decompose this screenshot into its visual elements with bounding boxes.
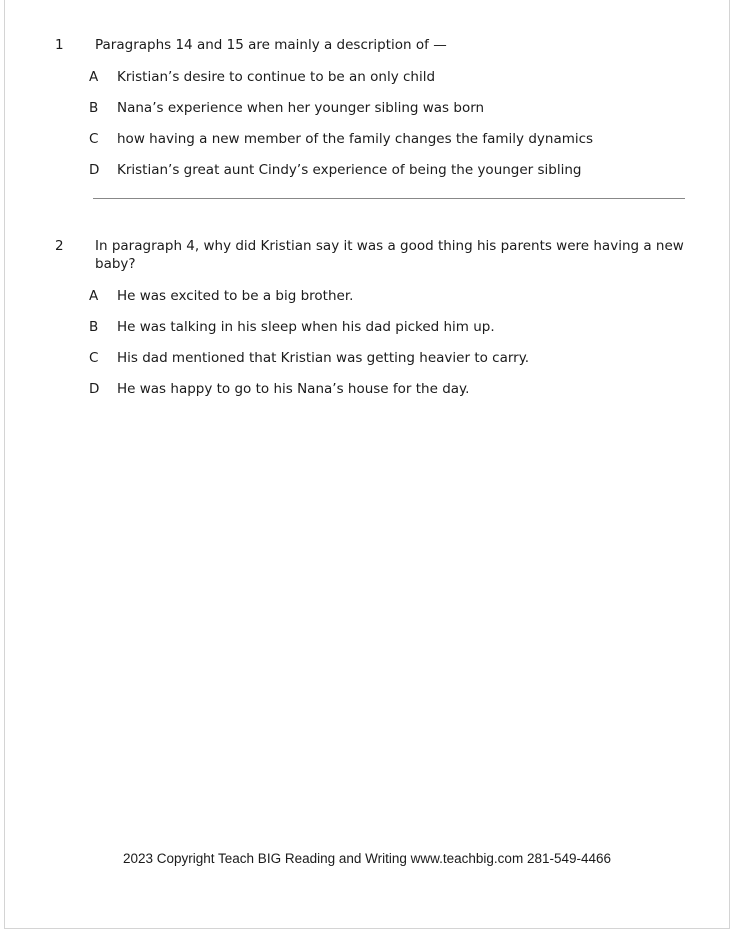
question-2-option-d	[55, 380, 689, 398]
question-1-option-a	[55, 68, 689, 86]
option-letter: C	[89, 350, 99, 366]
question-1-option-c	[55, 130, 689, 148]
question-2-option-b	[55, 318, 689, 336]
question-2-number: 2	[55, 238, 64, 254]
question-1-text: Paragraphs 14 and 15 are mainly a description of —	[95, 37, 447, 53]
option-letter: B	[89, 319, 99, 335]
option-text: how having a new member of the family changes the family dynamics	[117, 131, 594, 147]
option-text: Kristian’s desire to continue to be an only child	[117, 69, 436, 85]
question-1-option-b	[55, 99, 689, 117]
option-letter: D	[89, 381, 100, 397]
option-text: Nana’s experience when her younger sibling was born	[117, 100, 485, 116]
option-letter: C	[89, 131, 99, 147]
option-text: He was happy to go to his Nana’s house for the day.	[117, 381, 470, 397]
question-1-options	[55, 68, 689, 179]
option-letter: A	[89, 288, 99, 304]
option-letter: D	[89, 162, 100, 178]
worksheet-page	[4, 0, 730, 929]
question-1-option-d	[55, 161, 689, 179]
question-2-option-a	[55, 287, 689, 305]
question-2-text: In paragraph 4, why did Kristian say it was a good thing his parents were having a new baby?	[95, 238, 684, 272]
option-text: He was talking in his sleep when his dad picked him up.	[117, 319, 495, 335]
question-1-number: 1	[55, 37, 64, 53]
option-text: He was excited to be a big brother.	[117, 288, 354, 304]
question-divider	[93, 198, 685, 199]
option-letter: A	[89, 69, 99, 85]
copyright-footer: 2023 Copyright Teach BIG Reading and Writing www.teachbig.com 281-549-4466	[122, 851, 612, 866]
question-2-option-c	[55, 349, 689, 367]
option-text: His dad mentioned that Kristian was getting heavier to carry.	[117, 350, 530, 366]
option-text: Kristian’s great aunt Cindy’s experience of being the younger sibling	[117, 162, 582, 178]
question-2-options	[55, 287, 689, 398]
questions-area	[5, 0, 729, 179]
question-2	[55, 237, 689, 273]
option-letter: B	[89, 100, 99, 116]
question-1	[55, 36, 689, 54]
